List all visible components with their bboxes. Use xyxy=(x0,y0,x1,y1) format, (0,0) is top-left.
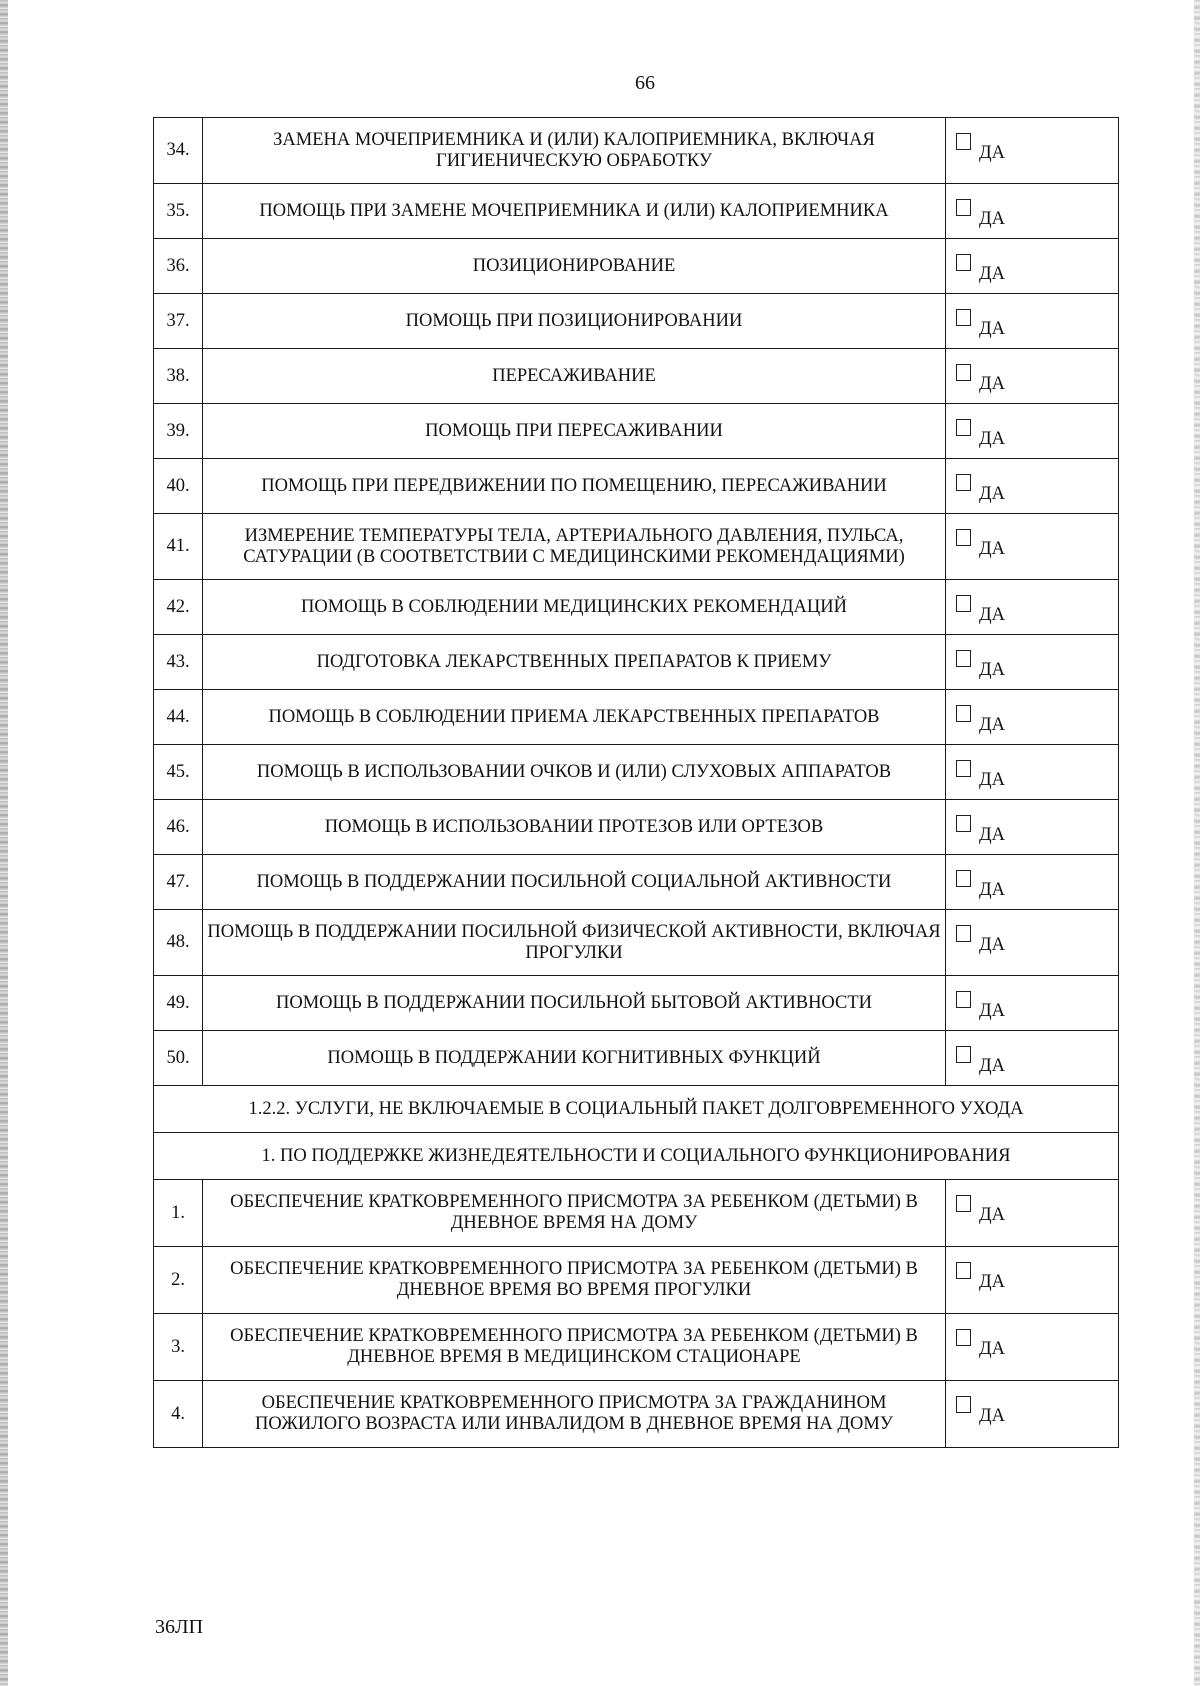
yes-label: ДА xyxy=(979,209,1005,229)
checkbox-cell xyxy=(946,580,1119,635)
row-number: 37. xyxy=(154,294,203,349)
row-number: 47. xyxy=(154,855,203,910)
row-number: 45. xyxy=(154,745,203,800)
yes-option[interactable] xyxy=(946,690,1118,736)
yes-checkbox[interactable] xyxy=(956,1046,971,1063)
yes-option[interactable] xyxy=(946,404,1118,450)
service-description: ПОМОЩЬ В ПОДДЕРЖАНИИ ПОСИЛЬНОЙ ФИЗИЧЕСКОЙ АКТИВНОСТИ, ВКЛЮЧАЯ ПРОГУЛКИ xyxy=(203,910,946,976)
yes-checkbox[interactable] xyxy=(956,1195,971,1212)
service-description: ОБЕСПЕЧЕНИЕ КРАТКОВРЕМЕННОГО ПРИСМОТРА ЗА РЕБЕНКОМ (ДЕТЬМИ) В ДНЕВНОЕ ВРЕМЯ НА ДОМУ xyxy=(203,1180,946,1247)
table-row xyxy=(154,118,1119,184)
yes-option[interactable] xyxy=(946,1381,1118,1427)
checkbox-cell xyxy=(946,690,1119,745)
table-row xyxy=(154,1381,1119,1448)
yes-checkbox[interactable] xyxy=(956,815,971,832)
services-table-body-part2 xyxy=(154,1180,1119,1448)
checkbox-cell xyxy=(946,184,1119,239)
table-row xyxy=(154,690,1119,745)
yes-label: ДА xyxy=(979,935,1005,955)
service-description: ОБЕСПЕЧЕНИЕ КРАТКОВРЕМЕННОГО ПРИСМОТРА ЗА РЕБЕНКОМ (ДЕТЬМИ) В ДНЕВНОЕ ВРЕМЯ ВО ВРЕМЯ ПРОГУЛКИ xyxy=(203,1247,946,1314)
table-row xyxy=(154,239,1119,294)
yes-checkbox[interactable] xyxy=(956,870,971,887)
yes-option[interactable] xyxy=(946,118,1118,164)
checkbox-cell xyxy=(946,459,1119,514)
yes-label: ДА xyxy=(979,429,1005,449)
service-description: ПОМОЩЬ В СОБЛЮДЕНИИ МЕДИЦИНСКИХ РЕКОМЕНДАЦИЙ xyxy=(203,580,946,635)
checkbox-cell xyxy=(946,349,1119,404)
yes-label: ДА xyxy=(979,1001,1005,1021)
yes-option[interactable] xyxy=(946,910,1118,956)
section-headings xyxy=(154,1086,1119,1180)
table-row xyxy=(154,635,1119,690)
table-row xyxy=(154,1247,1119,1314)
yes-option[interactable] xyxy=(946,855,1118,901)
row-number: 50. xyxy=(154,1031,203,1086)
yes-option[interactable] xyxy=(946,976,1118,1022)
row-number: 35. xyxy=(154,184,203,239)
service-description: ПОМОЩЬ ПРИ ЗАМЕНЕ МОЧЕПРИЕМНИКА И (ИЛИ) КАЛОПРИЕМНИКА xyxy=(203,184,946,239)
yes-checkbox[interactable] xyxy=(956,595,971,612)
checkbox-cell xyxy=(946,910,1119,976)
row-number: 44. xyxy=(154,690,203,745)
yes-label: ДА xyxy=(979,143,1005,163)
services-table-body-part1 xyxy=(154,118,1119,1086)
yes-checkbox[interactable] xyxy=(956,991,971,1008)
service-description: ПОМОЩЬ В ИСПОЛЬЗОВАНИИ ОЧКОВ И (ИЛИ) СЛУХОВЫХ АППАРАТОВ xyxy=(203,745,946,800)
checkbox-cell xyxy=(946,800,1119,855)
yes-checkbox[interactable] xyxy=(956,133,971,150)
checkbox-cell xyxy=(946,745,1119,800)
service-description: ПОМОЩЬ В СОБЛЮДЕНИИ ПРИЕМА ЛЕКАРСТВЕННЫХ ПРЕПАРАТОВ xyxy=(203,690,946,745)
table-row xyxy=(154,459,1119,514)
service-description: ПОМОЩЬ В ПОДДЕРЖАНИИ КОГНИТИВНЫХ ФУНКЦИЙ xyxy=(203,1031,946,1086)
yes-checkbox[interactable] xyxy=(956,419,971,436)
service-description: ПОМОЩЬ ПРИ ПОЗИЦИОНИРОВАНИИ xyxy=(203,294,946,349)
row-number: 34. xyxy=(154,118,203,184)
checkbox-cell xyxy=(946,855,1119,910)
checkbox-cell xyxy=(946,976,1119,1031)
yes-option[interactable] xyxy=(946,184,1118,230)
row-number: 38. xyxy=(154,349,203,404)
yes-option[interactable] xyxy=(946,514,1118,560)
service-description: ПЕРЕСАЖИВАНИЕ xyxy=(203,349,946,404)
checkbox-cell xyxy=(946,1247,1119,1314)
row-number: 1. xyxy=(154,1180,203,1247)
yes-checkbox[interactable] xyxy=(956,529,971,546)
service-description: ПОЗИЦИОНИРОВАНИЕ xyxy=(203,239,946,294)
yes-label: ДА xyxy=(979,605,1005,625)
yes-option[interactable] xyxy=(946,635,1118,681)
yes-option[interactable] xyxy=(946,1031,1118,1077)
yes-checkbox[interactable] xyxy=(956,925,971,942)
checkbox-cell xyxy=(946,118,1119,184)
yes-label: ДА xyxy=(979,660,1005,680)
yes-label: ДА xyxy=(979,715,1005,735)
yes-checkbox[interactable] xyxy=(956,254,971,271)
table-row xyxy=(154,855,1119,910)
row-number: 39. xyxy=(154,404,203,459)
table-row xyxy=(154,404,1119,459)
yes-label: ДА xyxy=(979,539,1005,559)
yes-label: ДА xyxy=(979,825,1005,845)
service-description: ПОДГОТОВКА ЛЕКАРСТВЕННЫХ ПРЕПАРАТОВ К ПРИЕМУ xyxy=(203,635,946,690)
yes-label: ДА xyxy=(979,374,1005,394)
checkbox-cell xyxy=(946,514,1119,580)
row-number: 43. xyxy=(154,635,203,690)
section-heading: 1.2.2. УСЛУГИ, НЕ ВКЛЮЧАЕМЫЕ В СОЦИАЛЬНЫЙ ПАКЕТ ДОЛГОВРЕМЕННОГО УХОДА xyxy=(154,1086,1119,1133)
yes-label: ДА xyxy=(979,1272,1005,1292)
yes-option[interactable] xyxy=(946,349,1118,395)
row-number: 42. xyxy=(154,580,203,635)
yes-checkbox[interactable] xyxy=(956,1262,971,1279)
yes-label: ДА xyxy=(979,319,1005,339)
row-number: 41. xyxy=(154,514,203,580)
yes-checkbox[interactable] xyxy=(956,364,971,381)
services-table xyxy=(153,117,1119,1448)
subsection-heading: 1. ПО ПОДДЕРЖКЕ ЖИЗНЕДЕЯТЕЛЬНОСТИ И СОЦИАЛЬНОГО ФУНКЦИОНИРОВАНИЯ xyxy=(154,1133,1119,1180)
section-heading-row xyxy=(154,1086,1119,1133)
table-row xyxy=(154,1031,1119,1086)
table-row xyxy=(154,580,1119,635)
yes-label: ДА xyxy=(979,1056,1005,1076)
yes-label: ДА xyxy=(979,770,1005,790)
yes-option[interactable] xyxy=(946,294,1118,340)
checkbox-cell xyxy=(946,1381,1119,1448)
row-number: 36. xyxy=(154,239,203,294)
yes-checkbox[interactable] xyxy=(956,650,971,667)
yes-checkbox[interactable] xyxy=(956,1329,971,1346)
checkbox-cell xyxy=(946,1031,1119,1086)
yes-checkbox[interactable] xyxy=(956,1396,971,1413)
checkbox-cell xyxy=(946,1180,1119,1247)
table-row xyxy=(154,1314,1119,1381)
table-row xyxy=(154,800,1119,855)
checkbox-cell xyxy=(946,1314,1119,1381)
yes-label: ДА xyxy=(979,1406,1005,1426)
yes-option[interactable] xyxy=(946,1180,1118,1226)
footer-code: 36ЛП xyxy=(155,1616,204,1638)
checkbox-cell xyxy=(946,294,1119,349)
table-row xyxy=(154,294,1119,349)
yes-checkbox[interactable] xyxy=(956,309,971,326)
yes-checkbox[interactable] xyxy=(956,199,971,216)
row-number: 48. xyxy=(154,910,203,976)
yes-option[interactable] xyxy=(946,239,1118,285)
table-row xyxy=(154,745,1119,800)
yes-option[interactable] xyxy=(946,745,1118,791)
yes-checkbox[interactable] xyxy=(956,705,971,722)
row-number: 49. xyxy=(154,976,203,1031)
yes-option[interactable] xyxy=(946,580,1118,626)
service-description: ЗАМЕНА МОЧЕПРИЕМНИКА И (ИЛИ) КАЛОПРИЕМНИКА, ВКЛЮЧАЯ ГИГИЕНИЧЕСКУЮ ОБРАБОТКУ xyxy=(203,118,946,184)
yes-label: ДА xyxy=(979,1205,1005,1225)
scan-left-edge xyxy=(0,0,8,1686)
checkbox-cell xyxy=(946,635,1119,690)
yes-label: ДА xyxy=(979,264,1005,284)
yes-option[interactable] xyxy=(946,1314,1118,1360)
row-number: 4. xyxy=(154,1381,203,1448)
yes-option[interactable] xyxy=(946,1247,1118,1293)
row-number: 3. xyxy=(154,1314,203,1381)
table-row xyxy=(154,976,1119,1031)
yes-checkbox[interactable] xyxy=(956,474,971,491)
row-number: 40. xyxy=(154,459,203,514)
table-row xyxy=(154,514,1119,580)
yes-option[interactable] xyxy=(946,459,1118,505)
yes-checkbox[interactable] xyxy=(956,760,971,777)
table-row xyxy=(154,349,1119,404)
checkbox-cell xyxy=(946,239,1119,294)
subsection-heading-row xyxy=(154,1133,1119,1180)
yes-label: ДА xyxy=(979,880,1005,900)
table-row xyxy=(154,184,1119,239)
service-description: ПОМОЩЬ ПРИ ПЕРЕСАЖИВАНИИ xyxy=(203,404,946,459)
service-description: ПОМОЩЬ В ПОДДЕРЖАНИИ ПОСИЛЬНОЙ БЫТОВОЙ АКТИВНОСТИ xyxy=(203,976,946,1031)
service-description: ОБЕСПЕЧЕНИЕ КРАТКОВРЕМЕННОГО ПРИСМОТРА ЗА ГРАЖДАНИНОМ ПОЖИЛОГО ВОЗРАСТА ИЛИ ИНВАЛИДОМ В ДНЕВНОЕ ВРЕМЯ НА ДОМУ xyxy=(203,1381,946,1448)
table-row xyxy=(154,1180,1119,1247)
row-number: 2. xyxy=(154,1247,203,1314)
yes-label: ДА xyxy=(979,1339,1005,1359)
yes-label: ДА xyxy=(979,484,1005,504)
checkbox-cell xyxy=(946,404,1119,459)
service-description: ПОМОЩЬ ПРИ ПЕРЕДВИЖЕНИИ ПО ПОМЕЩЕНИЮ, ПЕРЕСАЖИВАНИИ xyxy=(203,459,946,514)
service-description: ПОМОЩЬ В ИСПОЛЬЗОВАНИИ ПРОТЕЗОВ ИЛИ ОРТЕЗОВ xyxy=(203,800,946,855)
service-description: ПОМОЩЬ В ПОДДЕРЖАНИИ ПОСИЛЬНОЙ СОЦИАЛЬНОЙ АКТИВНОСТИ xyxy=(203,855,946,910)
row-number: 46. xyxy=(154,800,203,855)
table-row xyxy=(154,910,1119,976)
yes-option[interactable] xyxy=(946,800,1118,846)
service-description: ИЗМЕРЕНИЕ ТЕМПЕРАТУРЫ ТЕЛА, АРТЕРИАЛЬНОГО ДАВЛЕНИЯ, ПУЛЬСА, САТУРАЦИИ (В СООТВЕТСТВИИ С МЕДИЦИНСКИМИ РЕКОМЕНДАЦИЯМИ) xyxy=(203,514,946,580)
page-number: 66 xyxy=(635,72,655,94)
service-description: ОБЕСПЕЧЕНИЕ КРАТКОВРЕМЕННОГО ПРИСМОТРА ЗА РЕБЕНКОМ (ДЕТЬМИ) В ДНЕВНОЕ ВРЕМЯ В МЕДИЦИНСКОМ СТАЦИОНАРЕ xyxy=(203,1314,946,1381)
scan-right-edge xyxy=(1194,0,1200,1686)
